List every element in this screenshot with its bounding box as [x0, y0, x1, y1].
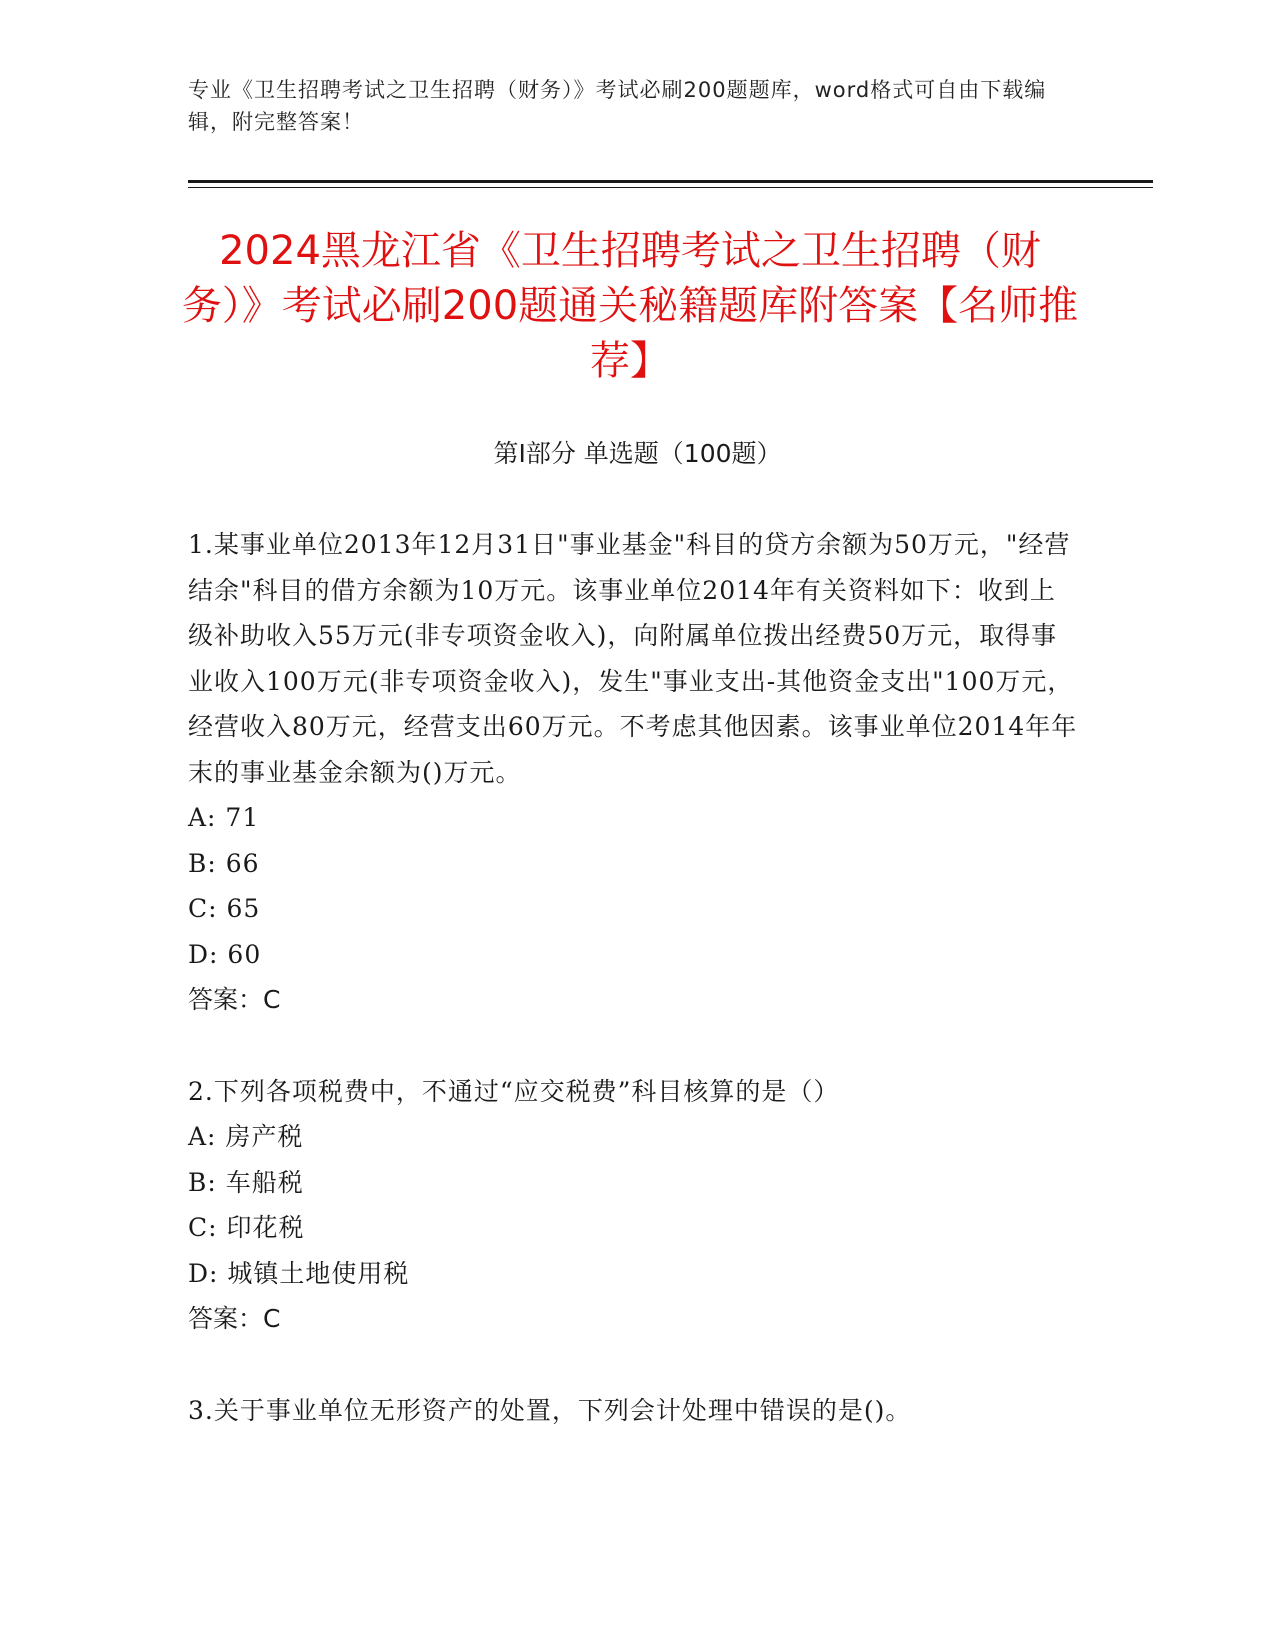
section-title: 第I部分 单选题（100题） — [493, 439, 782, 468]
option-b: B: 66 — [188, 848, 260, 878]
question-2 — [188, 1069, 1078, 1342]
question-list — [188, 522, 1078, 1433]
option-a: A: 71 — [188, 803, 260, 832]
question-spacer — [188, 1342, 1078, 1388]
question-stem: 1.某事业单位2013年12月31日"事业基金"科目的贷方余额为50万元，"经营结余"科目的借方余额为10万元。该事业单位2014年有关资料如下：收到上级补助收入55万元(非专项资金收入)，向附属单位拨出经费50万元，取得事业收入100万元(非专项资金收入)，发生"事业支出-其他资金支出"100万元，经营收入80万元，经营支出60万元。不考虑其他因素。该事业单位2014年年末的事业基金余额为()万元。 — [188, 530, 1078, 787]
answer: 答案：C — [188, 985, 281, 1014]
option-a: A: 房产税 — [188, 1122, 304, 1151]
option-b: B: 车船税 — [188, 1167, 304, 1197]
header-note: 专业《卫生招聘考试之卫生招聘（财务）》考试必刷200题题库，word格式可自由下载编辑，附完整答案！ — [188, 78, 1047, 134]
option-c: C: 印花税 — [188, 1213, 305, 1242]
question-stem: 3.关于事业单位无形资产的处置，下列会计处理中错误的是()。 — [188, 1395, 912, 1425]
question-1 — [188, 522, 1078, 1023]
option-c: C: 65 — [188, 894, 261, 923]
header-divider-thin — [188, 187, 1153, 188]
document-title: 2024黑龙江省《卫生招聘考试之卫生招聘（财务）》考试必刷200题通关秘籍题库附答案【名师推荐】 — [181, 228, 1079, 384]
question-stem: 2.下列各项税费中，不通过“应交税费”科目核算的是（） — [188, 1076, 840, 1106]
answer: 答案：C — [188, 1304, 281, 1333]
option-d: D: 城镇土地使用税 — [188, 1258, 410, 1288]
question-spacer — [188, 1023, 1078, 1069]
option-d: D: 60 — [188, 939, 262, 969]
question-3 — [188, 1388, 1078, 1434]
header-divider-thick — [188, 180, 1153, 183]
